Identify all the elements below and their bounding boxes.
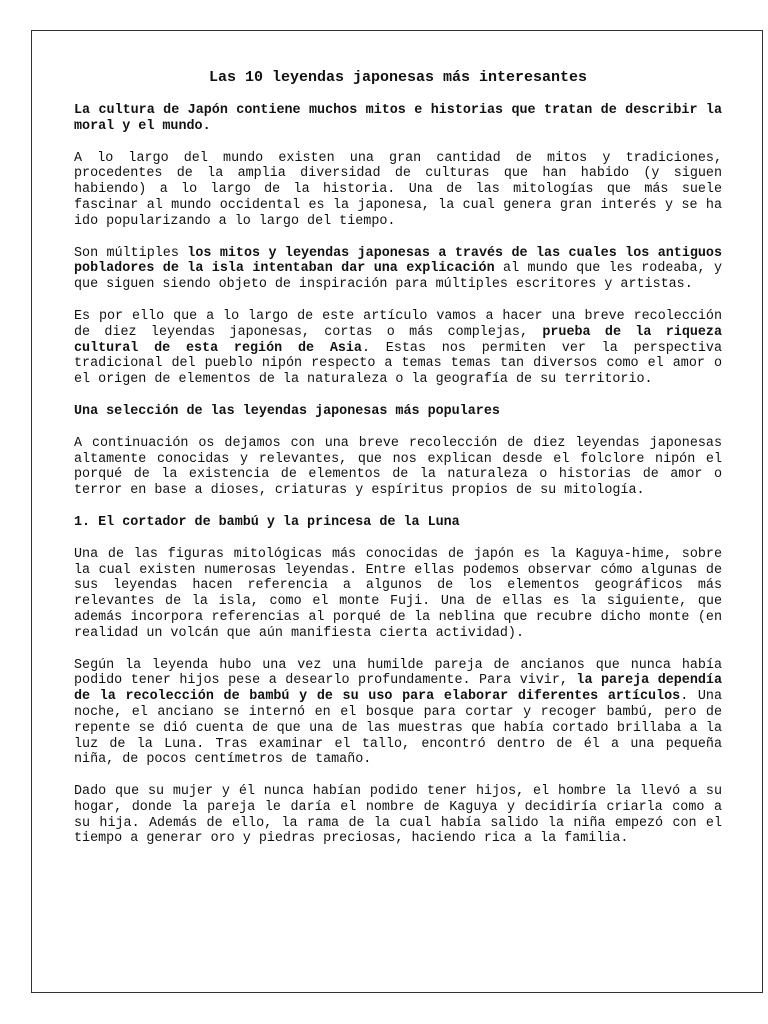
document-page [31, 30, 763, 993]
section-heading-selection: Una selección de las leyendas japonesas más populares [74, 403, 500, 419]
paragraph-6-bold: la pareja dependía de la recolección de bambú y de su uso para elaborar diferentes artículos [74, 673, 722, 705]
document-body [74, 69, 722, 863]
paragraph-2-text-c: al mundo que les rodeaba, y que siguen siendo objeto de inspiración para múltiples escritores y artistas. [74, 261, 722, 293]
section-heading-legend-1: 1. El cortador de bambú y la princesa de la Luna [74, 514, 460, 530]
paragraph-2-text-a: Son múltiples [74, 245, 188, 261]
paragraph-3-text-a: Es por ello que a lo largo de este artículo vamos a hacer una breve recolección de diez leyendas japonesas, cortas o más complejas, [74, 308, 722, 340]
paragraph-2-bold: los mitos y leyendas japonesas a través de las cuales los antiguos pobladores de la isla intentaban dar una explicación [74, 245, 723, 277]
paragraph-6-text-c: . Una noche, el anciano se internó en el bosque para cortar y recoger bambú, pero de repente se dió cuenta de que una de las muestras que había cortado brillaba a la luz de la Luna. Tras examinar el tallo, encontró dentro de él a una pequeña niña, de pocos centímetros de tamaño. [74, 689, 722, 768]
paragraph-2 [74, 246, 722, 293]
paragraph-6 [74, 658, 722, 769]
paragraph-1: A lo largo del mundo existen una gran cantidad de mitos y tradiciones, procedentes de la amplia diversidad de culturas que han habido (y siguen habiendo) a lo largo de la historia. Una de las mitologías que más suele fascinar al mundo occidental es la japonesa, la cual genera gran interés y se ha ido popularizando a lo largo del tiempo. [74, 150, 722, 229]
paragraph-4: A continuación os dejamos con una breve recolección de diez leyendas japonesas altamente conocidas y relevantes, que nos explican desde el folclore nipón el porqué de la existencia de elementos de la naturaleza o historias de amor o terror en base a dioses, criaturas y espíritus propios de su mitología. [74, 435, 722, 499]
paragraph-6-text-a: Según la leyenda hubo una vez una humilde pareja de ancianos que nunca había podido tener hijos pese a desearlo profundamente. Para vivir, [74, 657, 722, 689]
paragraph-3-text-c: . Estas nos permiten ver la perspectiva tradicional del pueblo nipón respecto a temas temas tan diversos como el amor o el origen de elementos de la naturaleza o la geografía de su territorio. [74, 340, 722, 388]
paragraph-7: Dado que su mujer y él nunca habían podido tener hijos, el hombre la llevó a su hogar, donde la pareja le daría el nombre de Kaguya y decidiría criarla como a su hija. Además de ello, la rama de la cual había salido la niña empezó con el tiempo a generar oro y piedras preciosas, haciendo rica a la familia. [74, 784, 722, 847]
document-title: Las 10 leyendas japonesas más interesantes [208, 69, 588, 86]
paragraph-3-bold: prueba de la riqueza cultural de esta región de Asia [74, 324, 723, 356]
paragraph-3 [74, 309, 722, 388]
lead-paragraph: La cultura de Japón contiene muchos mitos e historias que tratan de describir la moral y el mundo. [74, 103, 722, 134]
paragraph-5: Una de las figuras mitológicas más conocidas de japón es la Kaguya-hime, sobre la cual existen numerosas leyendas. Entre ellas podemos observar cómo algunas de sus leyendas hacen referencia a algunos de los elementos geográficos más relevantes de la isla, como el monte Fuji. Una de ellas es la siguiente, que además incorpora referencias al porqué de la neblina que recubre dicho monte (en realidad un volcán que aún manifiesta cierta actividad). [74, 546, 722, 641]
